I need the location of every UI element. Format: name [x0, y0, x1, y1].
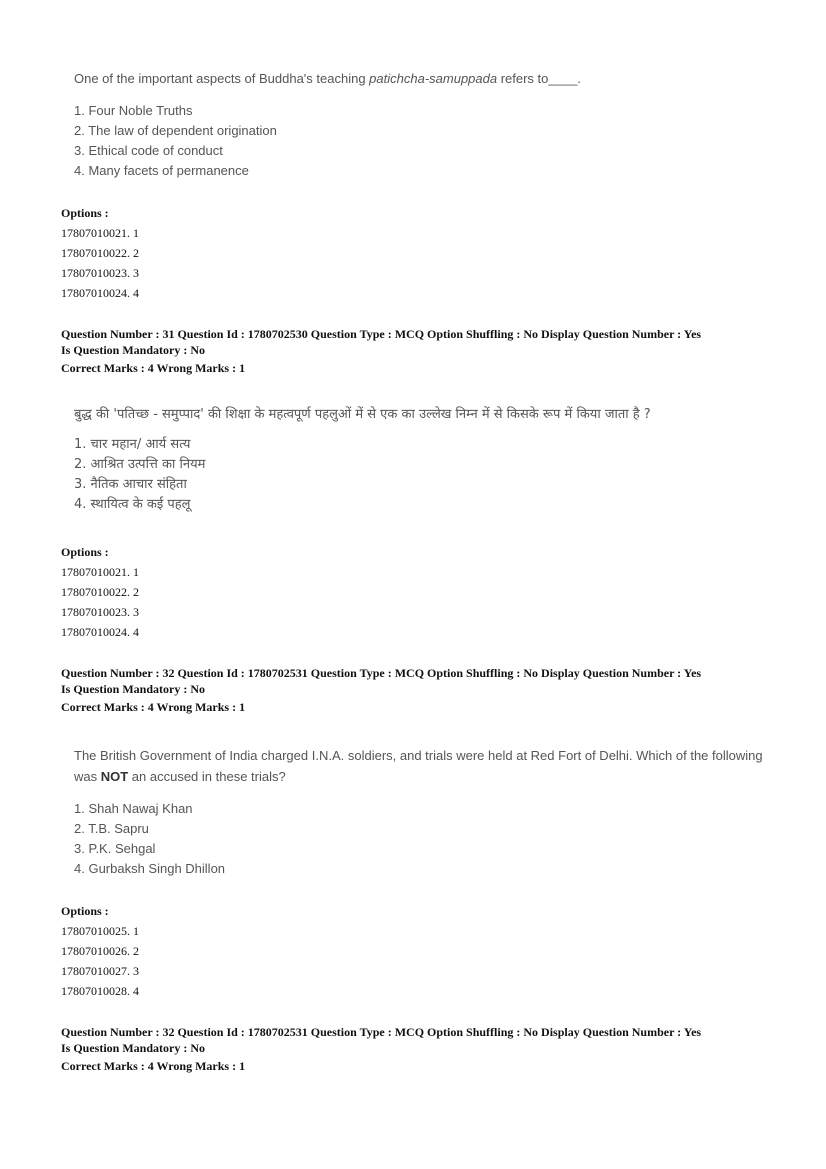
answer-option: 4. स्थायित्व के कई पहलू — [74, 497, 191, 512]
option-id: 17807010022. 2 — [61, 585, 139, 599]
answer-list — [74, 435, 651, 515]
question-meta-line: Is Question Mandatory : No — [61, 682, 206, 696]
answer-option: 4. Many facets of permanence — [74, 163, 249, 178]
option-id: 17807010027. 3 — [61, 964, 139, 978]
options-list — [61, 203, 139, 303]
stem-prefix: was — [74, 769, 101, 784]
answer-option: 1. Shah Nawaj Khan — [74, 801, 193, 816]
stem-suffix: refers to____. — [497, 71, 581, 86]
options-label: Options : — [61, 206, 109, 220]
option-id: 17807010021. 1 — [61, 226, 139, 240]
question-meta-line: Correct Marks : 4 Wrong Marks : 1 — [61, 700, 246, 714]
option-id: 17807010023. 3 — [61, 605, 139, 619]
option-id: 17807010023. 3 — [61, 266, 139, 280]
question-image-english — [74, 68, 581, 181]
options-label: Options : — [61, 904, 109, 918]
answer-option: 3. नैतिक आचार संहिता — [74, 477, 187, 492]
options-list — [61, 542, 139, 642]
option-id: 17807010021. 1 — [61, 565, 139, 579]
question-meta — [61, 1024, 781, 1074]
answer-option: 1. Four Noble Truths — [74, 103, 193, 118]
answer-option: 1. चार महान/ आर्य सत्य — [74, 437, 191, 452]
option-id: 17807010022. 2 — [61, 246, 139, 260]
answer-option: 3. Ethical code of conduct — [74, 143, 223, 158]
options-label: Options : — [61, 545, 109, 559]
answer-option: 2. आश्रित उत्पत्ति का नियम — [74, 457, 206, 472]
question-meta-line: Question Number : 31 Question Id : 1780702530 Question Type : MCQ Option Shuffling : No Display Question Number : Yes — [61, 327, 702, 341]
option-id: 17807010025. 1 — [61, 924, 139, 938]
answer-list — [74, 799, 763, 879]
option-id: 17807010024. 4 — [61, 625, 139, 639]
answer-option: 4. Gurbaksh Singh Dhillon — [74, 861, 226, 876]
answer-list — [74, 101, 581, 181]
options-list — [61, 901, 139, 1001]
question-meta-line: Is Question Mandatory : No — [61, 343, 206, 357]
question-meta-line: Correct Marks : 4 Wrong Marks : 1 — [61, 361, 246, 375]
question-meta — [61, 665, 781, 715]
answer-option: 2. T.B. Sapru — [74, 821, 149, 836]
question-image-english — [74, 745, 763, 879]
option-id: 17807010028. 4 — [61, 984, 139, 998]
question-stem-line: The British Government of India charged I.N.A. soldiers, and trials were held at Red Fort of Delhi. Which of the following — [74, 748, 763, 763]
question-meta — [61, 326, 781, 376]
question-stem — [74, 68, 581, 89]
question-meta-line: Question Number : 32 Question Id : 1780702531 Question Type : MCQ Option Shuffling : No Display Question Number : Yes — [61, 666, 702, 680]
stem-term: patichcha-samuppada — [369, 71, 498, 86]
question-stem: बुद्ध की 'पतिच्छ - समुप्पाद' की शिक्षा के महत्वपूर्ण पहलुओं में से एक का उल्लेख निम्न में से किसके रूप में किया जाता है ? — [74, 407, 651, 422]
option-id: 17807010026. 2 — [61, 944, 139, 958]
stem-prefix: One of the important aspects of Buddha's teaching — [74, 71, 370, 86]
question-stem-line — [74, 766, 763, 787]
stem-suffix: an accused in these trials? — [128, 769, 286, 784]
answer-option: 2. The law of dependent origination — [74, 123, 277, 138]
answer-option: 3. P.K. Sehgal — [74, 841, 156, 856]
option-id: 17807010024. 4 — [61, 286, 139, 300]
question-image-hindi — [74, 404, 651, 515]
question-meta-line: Correct Marks : 4 Wrong Marks : 1 — [61, 1059, 246, 1073]
stem-emphasis: NOT — [100, 769, 129, 784]
question-meta-line: Is Question Mandatory : No — [61, 1041, 206, 1055]
question-meta-line: Question Number : 32 Question Id : 1780702531 Question Type : MCQ Option Shuffling : No Display Question Number : Yes — [61, 1025, 702, 1039]
